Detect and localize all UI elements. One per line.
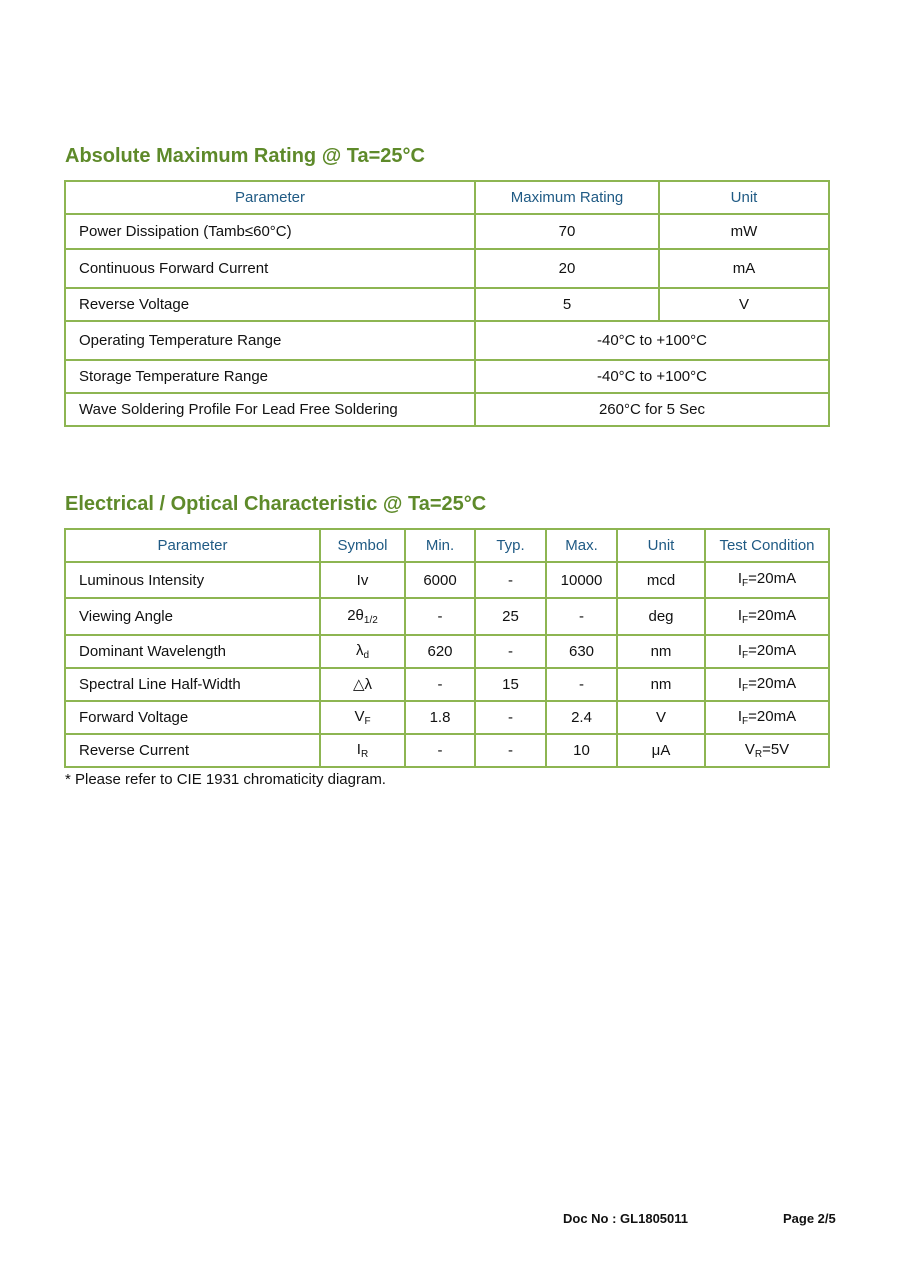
absolute-max-rating-title: Absolute Maximum Rating @ Ta=25°C [65, 145, 425, 167]
symbol-cell: Iv [320, 562, 405, 598]
condition-subscript: F [742, 649, 749, 661]
table-row [65, 668, 829, 701]
symbol-main: 2θ [347, 606, 364, 624]
unit-cell: mW [659, 214, 829, 249]
rating-cell: 260°C for 5 Sec [475, 393, 829, 426]
header-unit: Unit [659, 181, 829, 214]
rating-cell: 5 [475, 288, 659, 321]
max-cell: 10000 [546, 562, 617, 598]
symbol-cell [320, 701, 405, 734]
table-row [65, 734, 829, 767]
cie-footnote: * Please refer to CIE 1931 chromaticity diagram. [65, 771, 386, 788]
min-cell: - [405, 598, 475, 635]
condition-subscript: F [742, 578, 749, 589]
min-cell: - [405, 668, 475, 701]
symbol-main: λ [355, 641, 364, 659]
symbol-subscript: F [364, 715, 371, 727]
table-row [65, 288, 829, 321]
condition-subscript: F [742, 614, 749, 626]
rating-cell: -40°C to +100°C [475, 321, 829, 360]
symbol-main: I [356, 740, 361, 758]
symbol-cell [320, 734, 405, 767]
symbol-cell: △λ [320, 668, 405, 701]
unit-cell: deg [617, 598, 705, 635]
condition-value: =20mA [748, 570, 797, 587]
test-condition-cell [705, 598, 829, 635]
min-cell: - [405, 734, 475, 767]
parameter-cell: Forward Voltage [65, 701, 320, 734]
condition-symbol: I [737, 606, 743, 624]
parameter-cell: Viewing Angle [65, 598, 320, 635]
table-header-row [65, 181, 829, 214]
header-maximum-rating: Maximum Rating [475, 181, 659, 214]
rating-cell: 70 [475, 214, 659, 249]
header-parameter: Parameter [65, 529, 320, 562]
header-symbol: Symbol [320, 529, 405, 562]
parameter-cell: Spectral Line Half-Width [65, 668, 320, 701]
max-cell: 10 [546, 734, 617, 767]
min-cell: 620 [405, 635, 475, 668]
electrical-optical-table [64, 528, 830, 768]
header-test-condition: Test Condition [705, 529, 829, 562]
test-condition-cell [705, 701, 829, 734]
parameter-cell: Operating Temperature Range [65, 321, 475, 360]
min-cell: 6000 [405, 562, 475, 598]
typ-cell: 25 [475, 598, 546, 635]
electrical-optical-title: Electrical / Optical Characteristic @ Ta=25°C [65, 493, 487, 515]
parameter-cell: Storage Temperature Range [65, 360, 475, 393]
table-row [65, 701, 829, 734]
header-max: Max. [546, 529, 617, 562]
test-condition-cell [705, 562, 829, 598]
test-condition-cell [705, 734, 829, 767]
parameter-cell: Power Dissipation (Tamb≤60°C) [65, 214, 475, 249]
condition-subscript: R [754, 748, 763, 760]
symbol-subscript: d [363, 649, 370, 661]
symbol-cell [320, 635, 405, 668]
parameter-cell: Dominant Wavelength [65, 635, 320, 668]
table-header-row [65, 529, 829, 562]
max-cell: - [546, 598, 617, 635]
max-cell: 630 [546, 635, 617, 668]
unit-cell: nm [617, 635, 705, 668]
condition-value: =20mA [748, 641, 797, 659]
typ-cell: 15 [475, 668, 546, 701]
condition-symbol: I [737, 641, 743, 659]
table-row [65, 360, 829, 393]
condition-symbol: I [737, 570, 743, 587]
table-row [65, 249, 829, 288]
table-row [65, 321, 829, 360]
test-condition-cell [705, 668, 829, 701]
table-row [65, 393, 829, 426]
unit-cell: V [659, 288, 829, 321]
unit-cell: nm [617, 668, 705, 701]
header-parameter: Parameter [65, 181, 475, 214]
condition-subscript: F [742, 682, 749, 694]
parameter-cell: Wave Soldering Profile For Lead Free Soldering [65, 393, 475, 426]
header-unit: Unit [617, 529, 705, 562]
typ-cell: - [475, 562, 546, 598]
condition-value: =5V [762, 740, 790, 758]
condition-value: =20mA [748, 606, 797, 624]
header-typ: Typ. [475, 529, 546, 562]
symbol-main: V [354, 707, 365, 725]
symbol-subscript: 1/2 [363, 614, 378, 626]
table-row [65, 598, 829, 635]
rating-cell: 20 [475, 249, 659, 288]
unit-cell: mcd [617, 562, 705, 598]
table-row [65, 635, 829, 668]
symbol-cell [320, 598, 405, 635]
condition-symbol: V [744, 740, 755, 758]
table-row [65, 562, 829, 598]
condition-symbol: I [737, 674, 743, 692]
unit-cell: V [617, 701, 705, 734]
parameter-cell: Continuous Forward Current [65, 249, 475, 288]
symbol-subscript: R [360, 748, 369, 760]
max-cell: - [546, 668, 617, 701]
parameter-cell: Reverse Voltage [65, 288, 475, 321]
parameter-cell: Luminous Intensity [65, 562, 320, 598]
rating-cell: -40°C to +100°C [475, 360, 829, 393]
header-min: Min. [405, 529, 475, 562]
condition-symbol: I [737, 707, 743, 725]
max-cell: 2.4 [546, 701, 617, 734]
typ-cell: - [475, 701, 546, 734]
table-row [65, 214, 829, 249]
absolute-max-rating-table [64, 180, 830, 427]
unit-cell: mA [659, 249, 829, 288]
page-number: Page 2/5 [783, 1211, 836, 1226]
test-condition-cell [705, 635, 829, 668]
condition-subscript: F [742, 715, 749, 727]
typ-cell: - [475, 635, 546, 668]
parameter-cell: Reverse Current [65, 734, 320, 767]
condition-value: =20mA [748, 674, 797, 692]
document-number: Doc No : GL1805011 [563, 1211, 688, 1226]
condition-value: =20mA [748, 707, 797, 725]
unit-cell: μA [617, 734, 705, 767]
min-cell: 1.8 [405, 701, 475, 734]
typ-cell: - [475, 734, 546, 767]
